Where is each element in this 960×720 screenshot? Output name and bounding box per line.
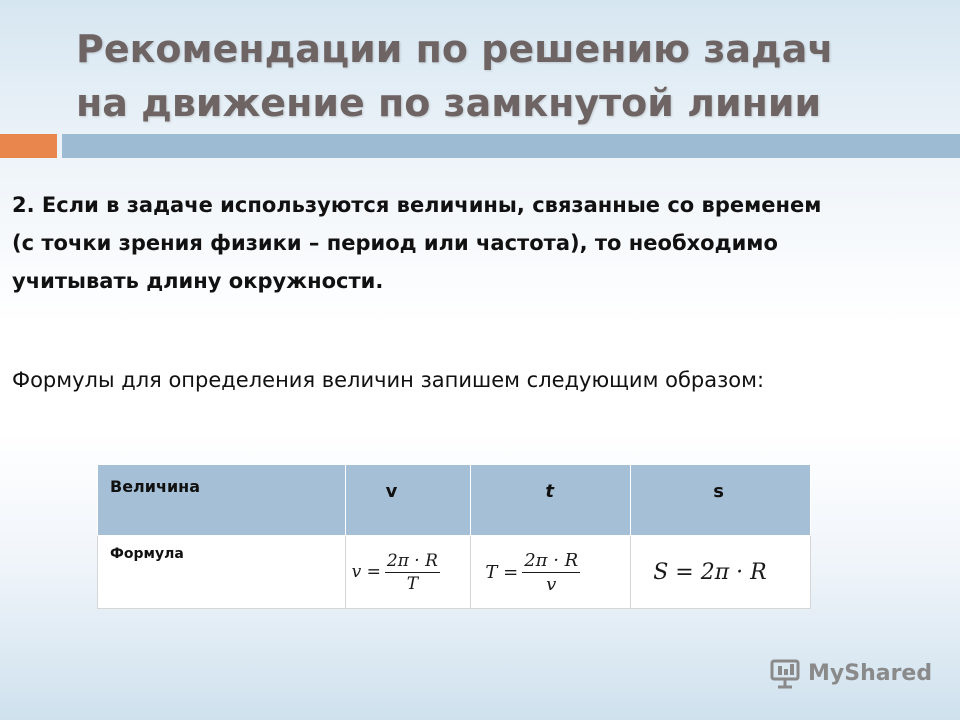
header-cell-v [345,465,471,536]
header-t-symbol: t [545,481,555,502]
header-cell-label [98,465,346,536]
watermark-text: MyShared [808,660,933,686]
paragraph-line-1: 2. Если в задаче используются величины, связанные со временем [12,193,822,217]
formula-cell-v [345,536,471,609]
formula-cell-s [631,536,811,609]
paragraph-line-3: учитывать длину окружности. [12,269,384,293]
title-line-2: на движение по замкнутой линии [76,81,822,125]
formula-t-numerator: 2π · R [524,549,579,571]
header-cell-t [471,465,631,536]
accent-bar-orange [0,134,57,158]
formula-t-fraction [522,550,580,595]
title-line-1: Рекомендации по решению задач [76,27,834,71]
formula-cell-label [98,536,346,609]
header-s-symbol: s [713,481,724,502]
slide-title [76,22,936,130]
paragraph-line-2: (с точки зрения физики – период или частота), то необходимо [12,231,778,255]
presentation-board-icon [768,656,802,690]
table-formula-row [98,536,811,609]
formula-label-text: Формула [110,546,184,562]
header-cell-s [631,465,811,536]
formula-t [471,536,630,608]
formulas-intro: Формулы для определения величин запишем следующим образом: [12,368,765,392]
formula-v-fraction [385,551,440,594]
formula-v [346,536,471,608]
header-v-symbol: v [385,481,398,502]
formula-t-lhs: T = [485,561,519,583]
formula-t-denominator: v [546,573,557,595]
header-label-text: Величина [110,477,201,496]
quantities-table [97,464,811,609]
accent-bar-blue [62,134,960,158]
myshared-watermark [768,656,932,690]
formula-v-denominator: T [406,573,419,594]
formula-v-numerator: 2π · R [386,550,438,571]
recommendation-paragraph [12,186,952,300]
formula-cell-t [471,536,631,609]
table-header-row [98,465,811,536]
formula-v-lhs: v = [351,562,381,582]
formula-s: S = 2π · R [653,559,767,585]
